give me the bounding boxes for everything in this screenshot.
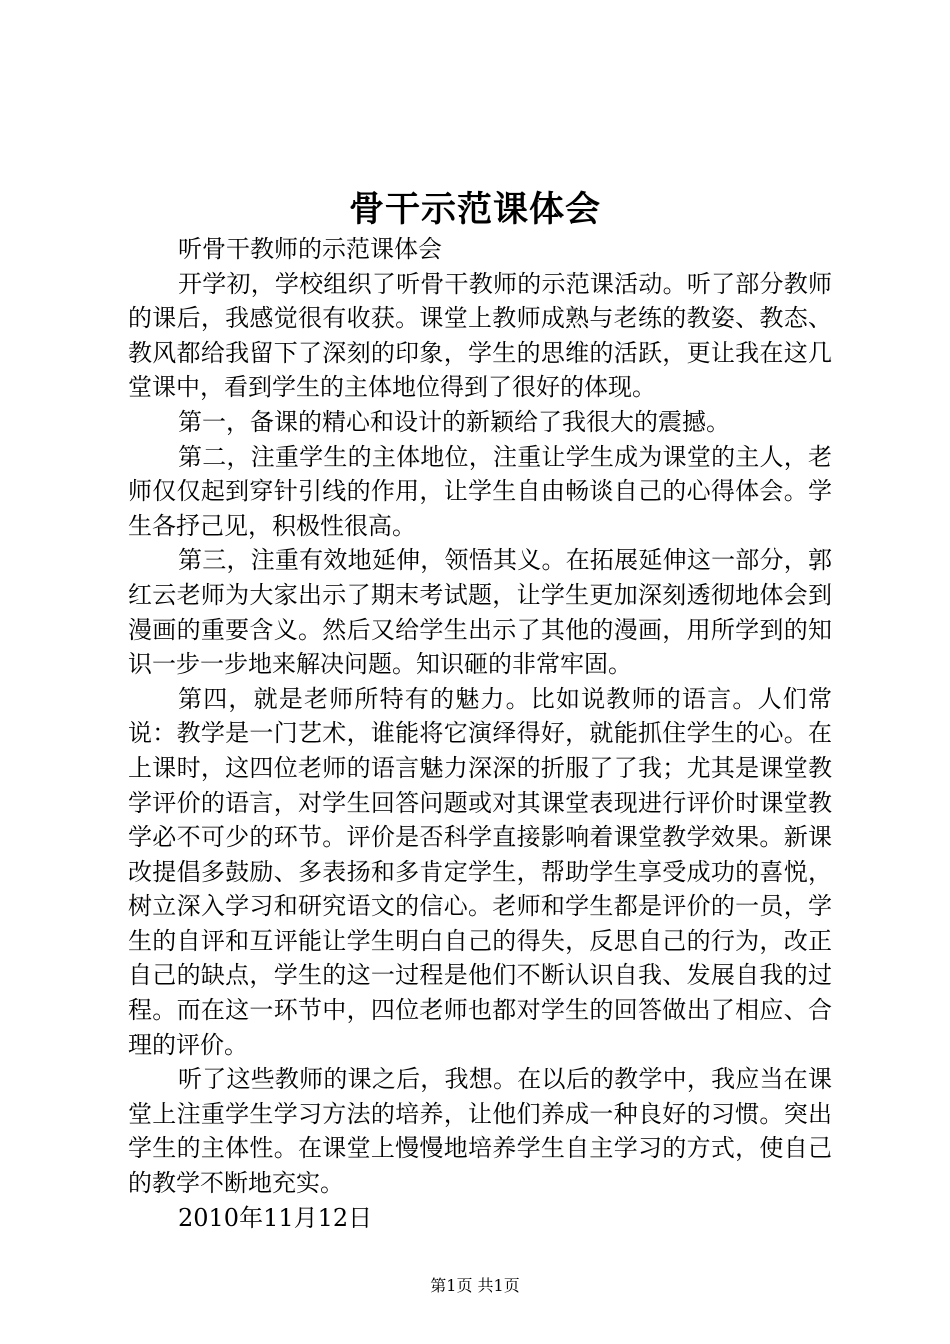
paragraph-point-4: 第四，就是老师所特有的魅力。比如说教师的语言。人们常说：教学是一门艺术，谁能将它演绎得好，就能抓住学生的心。在上课时，这四位老师的语言魅力深深的折服了了我；尤其是课堂教学评价的语言，对学生回答问题或对其课堂表现进行评价时课堂教学必不可少的环节。评价是否科学直接影响着课堂教学效果。新课改提倡多鼓励、多表扬和多肯定学生，帮助学生享受成功的喜悦，树立深入学习和研究语文的信心。老师和学生都是评价的一员，学生的自评和互评能让学生明白自己的得失，反思自己的行为，改正自己的缺点，学生的这一过程是他们不断认识自我、发展自我的过程。而在这一环节中，四位老师也都对学生的回答做出了相应、合理的评价。 [128, 684, 832, 1059]
paragraph-point-1: 第一，备课的精心和设计的新颖给了我很大的震撼。 [178, 407, 730, 436]
paragraph-intro: 开学初，学校组织了听骨干教师的示范课活动。听了部分教师的课后，我感觉很有收获。课堂上教师成熟与老练的教姿、教态、教风都给我留下了深刻的印象，学生的思维的活跃，更让我在这几堂课中，看到学生的主体地位得到了很好的体现。 [128, 269, 832, 402]
paragraph-point-2: 第二，注重学生的主体地位，注重让学生成为课堂的主人，老师仅仅起到穿针引线的作用，让学生自由畅谈自己的心得体会。学生各抒己见，积极性很高。 [128, 442, 832, 540]
page-footer: 第1页 共1页 [430, 1276, 520, 1295]
document-date: 2010年11月12日 [178, 1203, 373, 1232]
paragraph-conclusion: 听了这些教师的课之后，我想。在以后的教学中，我应当在课堂上注重学生学习方法的培养，让他们养成一种良好的习惯。突出学生的主体性。在课堂上慢慢地培养学生自主学习的方式，使自己的教学不断地充实。 [128, 1065, 832, 1198]
paragraph-subtitle: 听骨干教师的示范课体会 [178, 235, 442, 263]
document-title: 骨干示范课体会 [348, 189, 601, 230]
document-body [128, 232, 832, 1235]
paragraph-point-3: 第三，注重有效地延伸，领悟其义。在拓展延伸这一部分，郭红云老师为大家出示了期末考试题，让学生更加深刻透彻地体会到漫画的重要含义。然后又给学生出示了其他的漫画，用所学到的知识一步一步地来解决问题。知识砸的非常牢固。 [128, 546, 832, 679]
